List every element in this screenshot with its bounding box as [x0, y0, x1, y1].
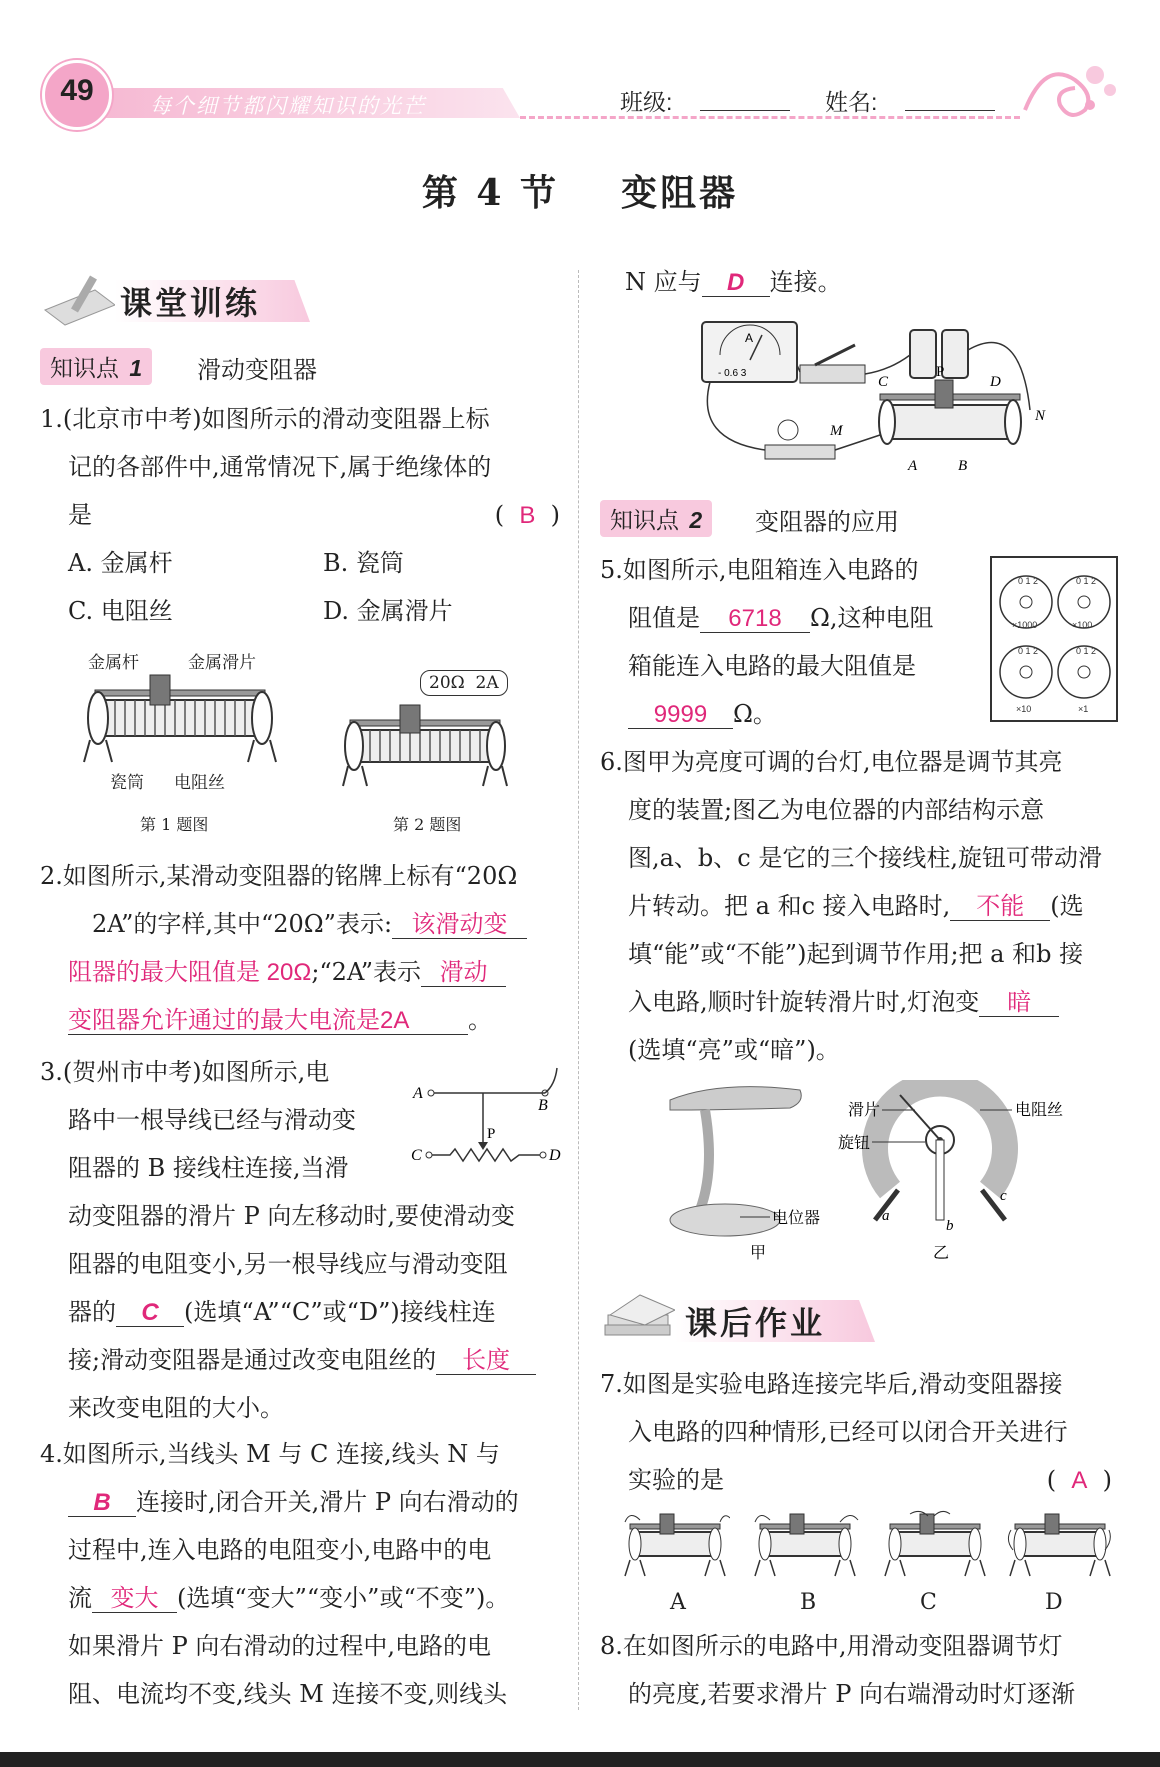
q7-label-d: D: [1045, 1590, 1063, 1615]
page-number: 49: [60, 74, 94, 107]
question-2: 2.如图所示,某滑动变阻器的铭牌上标有“20Ω 2A”的字样,其中“20Ω”表示: 该滑动变 阻器的最大阻值是 20Ω;“2A”表示 滑动 变阻器允许通过的最大电流是2A 。: [40, 852, 560, 1044]
svg-text:A: A: [908, 458, 918, 474]
svg-text:A: A: [745, 331, 754, 345]
notebook-pen-icon: [40, 270, 120, 328]
flower-ornament-icon: [1015, 50, 1125, 130]
section-header-homework: [600, 1290, 880, 1348]
q4-answer-2[interactable]: 变大: [92, 1586, 177, 1613]
rheostat-drawing-1: [80, 670, 280, 765]
svg-text:B: B: [958, 458, 968, 474]
section-header-classroom: [40, 270, 310, 328]
q7-option-b-rheostat[interactable]: [750, 1510, 860, 1580]
q1-option-d[interactable]: D. 金属滑片: [323, 597, 453, 625]
q6-answer-2[interactable]: 暗: [979, 990, 1059, 1017]
svg-text:C: C: [878, 374, 889, 390]
section-title-homework: 课后作业: [685, 1305, 826, 1341]
name-label: 姓名:: [825, 89, 878, 115]
question-4-continued: N 应与 D 连接。: [625, 268, 842, 296]
question-5: 5.如图所示,电阻箱连入电路的 阻值是 6718 Ω,这种电阻 箱能连入电路的最大阻值是 9999 Ω。: [600, 556, 934, 728]
q2-answer-2a[interactable]: 滑动: [421, 960, 506, 987]
q1-answer: B: [519, 502, 536, 529]
question-3: 3.(贺州市中考)如图所示,电 路中一根导线已经与滑动变 阻器的 B 接线柱连接,当滑 动变阻器的滑片 P 向左移动时,要使滑动变 阻器的电阻变小,另一根导线应与滑动变阻 器的 C (选填“A”“C”或“D”)接线柱连 接;滑动变阻器是通过改变电阻丝的 长度 来改变电阻的大小。: [40, 1048, 560, 1432]
q1-option-a[interactable]: A. 金属杆: [68, 549, 173, 577]
svg-text:甲: 甲: [750, 1245, 767, 1262]
q7-option-c-rheostat[interactable]: [880, 1510, 990, 1580]
class-field[interactable]: [700, 110, 790, 111]
books-icon: [600, 1290, 680, 1348]
bottom-bar: [0, 1752, 1160, 1767]
q1-option-c[interactable]: C. 电阻丝: [68, 597, 173, 625]
q1-figure: 金属杆 金属滑片 瓷筒 电阻丝: [70, 640, 300, 790]
q1-option-b[interactable]: B. 瓷筒: [323, 549, 404, 577]
q1-answer-bracket[interactable]: ( B ): [494, 501, 560, 529]
q2-figure: [340, 670, 540, 790]
header-dashes: [520, 116, 1020, 119]
svg-text:b: b: [946, 1218, 954, 1234]
svg-text:电阻丝: 电阻丝: [1015, 1102, 1064, 1119]
q2-answer-1b[interactable]: 阻器的最大阻值是 20Ω: [68, 959, 312, 986]
svg-text:0 1 2: 0 1 2: [1018, 576, 1039, 586]
q7-label-a: A: [670, 1590, 686, 1615]
q4-circuit-figure: [690, 310, 1060, 480]
kp2-number: 2: [689, 507, 703, 533]
q4-answer-3[interactable]: D: [702, 270, 770, 297]
q7-option-d-rheostat[interactable]: [1005, 1510, 1115, 1580]
svg-text:×100: ×100: [1072, 620, 1093, 630]
svg-text:0 1 2: 0 1 2: [1076, 646, 1097, 656]
page-header: [0, 40, 1160, 140]
question-6: 6.图甲为亮度可调的台灯,电位器是调节其亮 度的装置;图乙为电位器的内部结构示意 图,a、b、c 是它的三个接线柱,旋钮可带动滑 片转动。把 a 和c 接入电路时, 不能 (选 填“能”或“不能”)起到调节作用;把 a 和b 接 入电路,顺时针旋转滑片时,灯泡变 暗 (选填“亮”或“暗”)。: [600, 748, 1102, 1064]
header-slogan: 每个细节都闪耀知识的光芒: [150, 95, 426, 118]
q7-label-b: B: [800, 1590, 817, 1615]
q6-figure: [660, 1080, 1100, 1265]
svg-text:C: C: [411, 1147, 422, 1164]
svg-text:N: N: [1035, 408, 1046, 424]
svg-text:- 0.6 3: - 0.6 3: [718, 368, 747, 379]
class-label: 班级:: [620, 89, 673, 115]
svg-text:P: P: [487, 1126, 496, 1142]
svg-text:×1: ×1: [1078, 704, 1089, 714]
q5-answer-2[interactable]: 9999: [628, 702, 733, 729]
nameplate-bubble: 20Ω 2A: [420, 670, 508, 696]
name-field[interactable]: [905, 110, 995, 111]
question-7: 7.如图是实验电路连接完毕后,滑动变阻器接 入电路的四种情形,已经可以闭合开关进行 实验的是 ( A ): [600, 1360, 1120, 1504]
section-title-classroom: 课堂训练: [120, 285, 261, 321]
q7-answer-bracket[interactable]: ( A ): [1046, 1466, 1112, 1494]
svg-text:电位器: 电位器: [772, 1210, 821, 1227]
svg-text:0 1 2: 0 1 2: [1076, 576, 1097, 586]
svg-text:0 1 2: 0 1 2: [1018, 646, 1039, 656]
svg-text:乙: 乙: [933, 1245, 950, 1262]
q7-label-c: C: [920, 1590, 937, 1615]
q5-answer-1[interactable]: 6718: [700, 606, 810, 633]
q2-figure-caption: 第 2 题图: [393, 815, 462, 834]
page-title: 第 4 节 变阻器: [421, 172, 739, 214]
svg-text:D: D: [990, 374, 1001, 390]
svg-text:×1000: ×1000: [1012, 620, 1038, 630]
q4-answer-1[interactable]: B: [68, 1490, 136, 1517]
kp1-number: 1: [129, 355, 143, 381]
q7-options-figure: [620, 1510, 1120, 1620]
svg-text:×10: ×10: [1016, 704, 1032, 714]
kp1-title: 滑动变阻器: [197, 357, 317, 384]
svg-text:a: a: [882, 1208, 890, 1224]
svg-text:M: M: [830, 423, 843, 439]
question-4: 4.如图所示,当线头 M 与 C 连接,线头 N 与 B 连接时,闭合开关,滑片 P 向右滑动的 过程中,连入电路的电阻变小,电路中的电 流 变大 (选填“变大”“变小”或“不变”)。 如果滑片 P 向右滑动的过程中,电路的电 阻、电流均不变,线头 M 连接不变,则线头: [40, 1440, 519, 1708]
q7-option-a-rheostat[interactable]: [620, 1510, 730, 1580]
question-1: 1.(北京市中考)如图所示的滑动变阻器上标 记的各部件中,通常情况下,属于绝缘体的 是 ( B ) A. 金属杆 B. 瓷筒 C. 电阻丝 D. 金属滑片: [40, 395, 560, 635]
q7-answer: A: [1071, 1467, 1088, 1494]
rheostat-drawing-2: [340, 700, 510, 790]
resistance-box-figure: [990, 556, 1118, 722]
q3-answer-1[interactable]: C: [116, 1300, 184, 1327]
q1-figure-caption: 第 1 题图: [140, 815, 209, 834]
q3-circuit-figure: [405, 1060, 565, 1175]
q2-answer-1a[interactable]: 该滑动变: [392, 912, 527, 939]
column-divider: [578, 270, 579, 1710]
kp2-badge: 知识点 2: [600, 500, 712, 537]
kp2-title: 变阻器的应用: [755, 509, 899, 536]
q6-answer-1[interactable]: 不能: [950, 894, 1050, 921]
svg-text:P: P: [936, 364, 945, 380]
kp1-badge: 知识点 1: [40, 348, 152, 385]
svg-text:B: B: [538, 1097, 548, 1114]
svg-text:c: c: [1000, 1188, 1007, 1204]
q3-answer-2[interactable]: 长度: [436, 1348, 536, 1375]
q2-answer-2b[interactable]: 变阻器允许通过的最大电流是2A: [68, 1008, 468, 1035]
svg-text:滑片: 滑片: [848, 1102, 881, 1119]
svg-text:A: A: [413, 1085, 423, 1102]
svg-text:D: D: [549, 1147, 561, 1164]
question-8: 8.在如图所示的电路中,用滑动变阻器调节灯 的亮度,若要求滑片 P 向右端滑动时灯逐渐: [600, 1632, 1076, 1708]
svg-text:旋钮: 旋钮: [838, 1135, 871, 1152]
